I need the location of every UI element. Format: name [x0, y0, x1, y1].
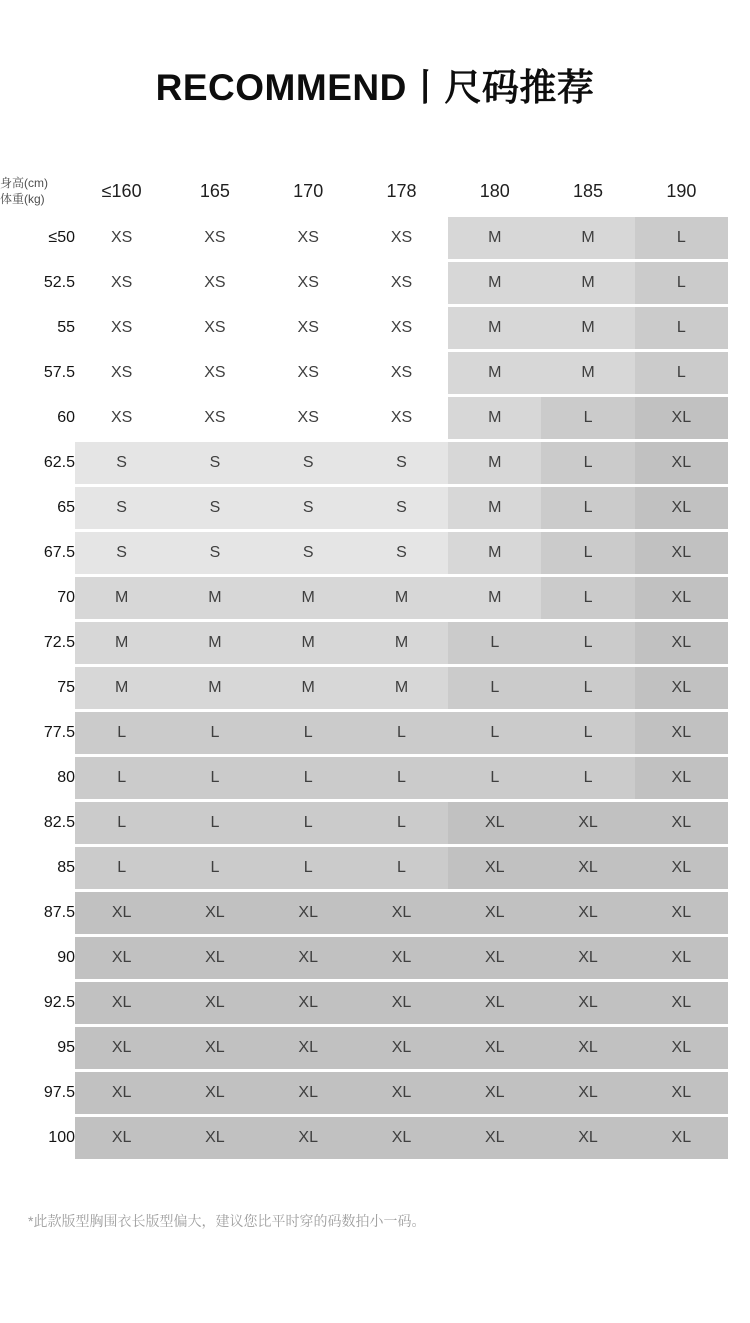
table-row	[0, 622, 728, 664]
size-cell: XL	[541, 892, 634, 934]
size-cell: L	[541, 397, 634, 439]
size-cell: XS	[168, 352, 261, 394]
size-cell: M	[355, 622, 448, 664]
size-cell: XL	[448, 982, 541, 1024]
size-cell: L	[541, 667, 634, 709]
size-cell: XL	[262, 937, 355, 979]
size-cell: XL	[75, 1027, 168, 1069]
size-cell: M	[355, 667, 448, 709]
table-row	[0, 307, 728, 349]
size-cell: XL	[355, 1072, 448, 1114]
size-cell: XL	[635, 1117, 728, 1159]
footnote: *此款版型胸围衣长版型偏大，建议您比平时穿的码数拍小一码。	[28, 1213, 426, 1229]
row-label: 90	[0, 937, 75, 979]
column-header: 178	[386, 181, 417, 201]
size-cell: M	[448, 577, 541, 619]
size-table	[0, 166, 728, 1162]
row-label: ≤50	[0, 217, 75, 259]
size-cell: XS	[75, 262, 168, 304]
size-cell: L	[448, 757, 541, 799]
row-label: 67.5	[0, 532, 75, 574]
size-cell: XS	[75, 397, 168, 439]
table-row	[0, 397, 728, 439]
size-cell: S	[75, 442, 168, 484]
size-cell: XL	[262, 892, 355, 934]
size-cell: XL	[541, 802, 634, 844]
size-cell: XL	[635, 1027, 728, 1069]
table-row	[0, 667, 728, 709]
size-cell: M	[448, 352, 541, 394]
row-label: 95	[0, 1027, 75, 1069]
size-cell: XL	[635, 1072, 728, 1114]
table-row	[0, 577, 728, 619]
column-header: ≤160	[101, 181, 142, 201]
size-cell: L	[355, 802, 448, 844]
size-cell: XS	[355, 217, 448, 259]
row-label: 57.5	[0, 352, 75, 394]
size-cell: S	[75, 487, 168, 529]
size-cell: XL	[168, 1117, 261, 1159]
size-cell: L	[168, 757, 261, 799]
size-cell: XL	[448, 937, 541, 979]
row-label: 75	[0, 667, 75, 709]
size-cell: XL	[75, 982, 168, 1024]
size-cell: XL	[355, 1117, 448, 1159]
size-cell: XL	[168, 1072, 261, 1114]
column-header: 185	[573, 181, 604, 201]
size-cell: M	[355, 577, 448, 619]
size-cell: S	[262, 532, 355, 574]
row-label: 62.5	[0, 442, 75, 484]
table-row	[0, 802, 728, 844]
row-label: 92.5	[0, 982, 75, 1024]
table-row	[0, 352, 728, 394]
size-cell: XL	[448, 892, 541, 934]
size-cell: L	[168, 802, 261, 844]
table-row	[0, 712, 728, 754]
size-cell: L	[75, 847, 168, 889]
size-cell: XS	[262, 217, 355, 259]
size-cell: L	[635, 352, 728, 394]
size-cell: XS	[168, 217, 261, 259]
size-cell: XS	[75, 217, 168, 259]
row-label: 65	[0, 487, 75, 529]
size-cell: XL	[635, 802, 728, 844]
size-cell: XL	[635, 847, 728, 889]
size-cell: XL	[262, 1027, 355, 1069]
table-row	[0, 442, 728, 484]
size-cell: XL	[355, 982, 448, 1024]
size-cell: XS	[355, 352, 448, 394]
size-cell: XL	[448, 847, 541, 889]
column-header: 165	[199, 181, 230, 201]
row-label: 72.5	[0, 622, 75, 664]
size-cell: XS	[168, 262, 261, 304]
page-title: RECOMMEND丨尺码推荐	[155, 67, 595, 108]
size-cell: L	[355, 847, 448, 889]
size-cell: L	[448, 667, 541, 709]
size-cell: XL	[635, 937, 728, 979]
size-cell: M	[448, 217, 541, 259]
size-cell: L	[168, 712, 261, 754]
size-cell: M	[541, 217, 634, 259]
size-cell: XL	[541, 937, 634, 979]
column-header: 190	[666, 181, 697, 201]
size-cell: L	[75, 757, 168, 799]
row-label: 60	[0, 397, 75, 439]
table-row	[0, 1117, 728, 1159]
size-cell: M	[168, 577, 261, 619]
size-cell: XS	[75, 307, 168, 349]
size-cell: M	[168, 622, 261, 664]
header-row	[0, 169, 728, 214]
size-cell: S	[355, 487, 448, 529]
size-cell: XL	[168, 1027, 261, 1069]
table-row	[0, 262, 728, 304]
size-cell: XL	[448, 802, 541, 844]
table-row	[0, 532, 728, 574]
table-row	[0, 757, 728, 799]
size-cell: M	[75, 622, 168, 664]
size-cell: S	[168, 532, 261, 574]
size-cell: L	[541, 487, 634, 529]
size-cell: M	[168, 667, 261, 709]
size-cell: S	[262, 487, 355, 529]
size-cell: XL	[635, 532, 728, 574]
table-row	[0, 1072, 728, 1114]
size-cell: S	[168, 442, 261, 484]
size-cell: XS	[355, 262, 448, 304]
size-cell: M	[448, 487, 541, 529]
row-label: 87.5	[0, 892, 75, 934]
size-cell: XL	[541, 982, 634, 1024]
size-cell: XL	[355, 1027, 448, 1069]
size-cell: M	[448, 262, 541, 304]
size-cell: XS	[262, 397, 355, 439]
size-cell: XL	[75, 1117, 168, 1159]
size-cell: XL	[635, 622, 728, 664]
size-cell: XL	[168, 892, 261, 934]
size-cell: L	[635, 307, 728, 349]
size-cell: XL	[635, 712, 728, 754]
column-header: 180	[479, 181, 510, 201]
size-cell: XL	[541, 847, 634, 889]
size-cell: XL	[168, 982, 261, 1024]
table-row	[0, 217, 728, 259]
row-label: 100	[0, 1117, 75, 1159]
size-cell: S	[168, 487, 261, 529]
size-cell: M	[262, 667, 355, 709]
size-cell: XL	[355, 892, 448, 934]
size-cell: XL	[635, 757, 728, 799]
size-cell: XS	[355, 397, 448, 439]
size-cell: L	[448, 712, 541, 754]
size-cell: XS	[75, 352, 168, 394]
size-cell: M	[448, 532, 541, 574]
size-cell: XL	[541, 1117, 634, 1159]
size-cell: M	[541, 352, 634, 394]
size-cell: XS	[168, 397, 261, 439]
row-label: 85	[0, 847, 75, 889]
column-header: 170	[293, 181, 324, 201]
size-cell: XL	[541, 1072, 634, 1114]
size-cell: M	[75, 577, 168, 619]
size-cell: XS	[262, 262, 355, 304]
size-cell: L	[355, 712, 448, 754]
size-cell: L	[541, 757, 634, 799]
size-cell: XL	[635, 892, 728, 934]
size-cell: L	[168, 847, 261, 889]
size-cell: XL	[448, 1072, 541, 1114]
size-cell: L	[635, 217, 728, 259]
size-cell: L	[262, 802, 355, 844]
size-table-body	[0, 217, 728, 1159]
table-row	[0, 847, 728, 889]
size-cell: S	[75, 532, 168, 574]
size-cell: XS	[262, 352, 355, 394]
corner-label	[0, 169, 75, 214]
size-cell: M	[448, 397, 541, 439]
size-cell: L	[541, 622, 634, 664]
size-cell: XS	[355, 307, 448, 349]
table-row	[0, 487, 728, 529]
size-cell: M	[262, 622, 355, 664]
row-label: 97.5	[0, 1072, 75, 1114]
size-cell: L	[355, 757, 448, 799]
row-label: 82.5	[0, 802, 75, 844]
row-label: 80	[0, 757, 75, 799]
size-cell: M	[262, 577, 355, 619]
row-label: 77.5	[0, 712, 75, 754]
size-cell: L	[448, 622, 541, 664]
size-cell: L	[262, 757, 355, 799]
row-label: 52.5	[0, 262, 75, 304]
size-cell: M	[448, 307, 541, 349]
size-cell: L	[75, 712, 168, 754]
size-cell: L	[75, 802, 168, 844]
size-cell: S	[355, 442, 448, 484]
corner-label-height: 身高(cm)	[0, 175, 48, 190]
size-cell: XL	[262, 982, 355, 1024]
size-cell: XL	[635, 397, 728, 439]
size-cell: L	[262, 712, 355, 754]
size-cell: M	[448, 442, 541, 484]
size-cell: L	[262, 847, 355, 889]
size-cell: XL	[635, 667, 728, 709]
size-cell: XL	[75, 1072, 168, 1114]
size-cell: XL	[75, 937, 168, 979]
size-table-header	[0, 169, 728, 214]
size-cell: L	[541, 712, 634, 754]
size-cell: L	[541, 532, 634, 574]
table-row	[0, 892, 728, 934]
size-cell: L	[635, 262, 728, 304]
size-cell: XL	[448, 1027, 541, 1069]
size-cell: XL	[168, 937, 261, 979]
size-cell: S	[262, 442, 355, 484]
size-cell: XL	[448, 1117, 541, 1159]
table-row	[0, 937, 728, 979]
table-row	[0, 982, 728, 1024]
size-cell: XS	[168, 307, 261, 349]
size-cell: XL	[635, 442, 728, 484]
size-cell: XS	[262, 307, 355, 349]
size-cell: XL	[75, 892, 168, 934]
size-cell: M	[541, 262, 634, 304]
size-cell: S	[355, 532, 448, 574]
size-cell: L	[541, 442, 634, 484]
size-cell: XL	[355, 937, 448, 979]
size-cell: XL	[541, 1027, 634, 1069]
size-cell: M	[541, 307, 634, 349]
row-label: 70	[0, 577, 75, 619]
size-cell: L	[541, 577, 634, 619]
row-label: 55	[0, 307, 75, 349]
size-cell: XL	[262, 1072, 355, 1114]
corner-label-weight: 体重(kg)	[0, 191, 45, 206]
table-row	[0, 1027, 728, 1069]
size-cell: XL	[635, 577, 728, 619]
size-cell: XL	[635, 487, 728, 529]
size-cell: XL	[635, 982, 728, 1024]
size-cell: XL	[262, 1117, 355, 1159]
size-cell: M	[75, 667, 168, 709]
